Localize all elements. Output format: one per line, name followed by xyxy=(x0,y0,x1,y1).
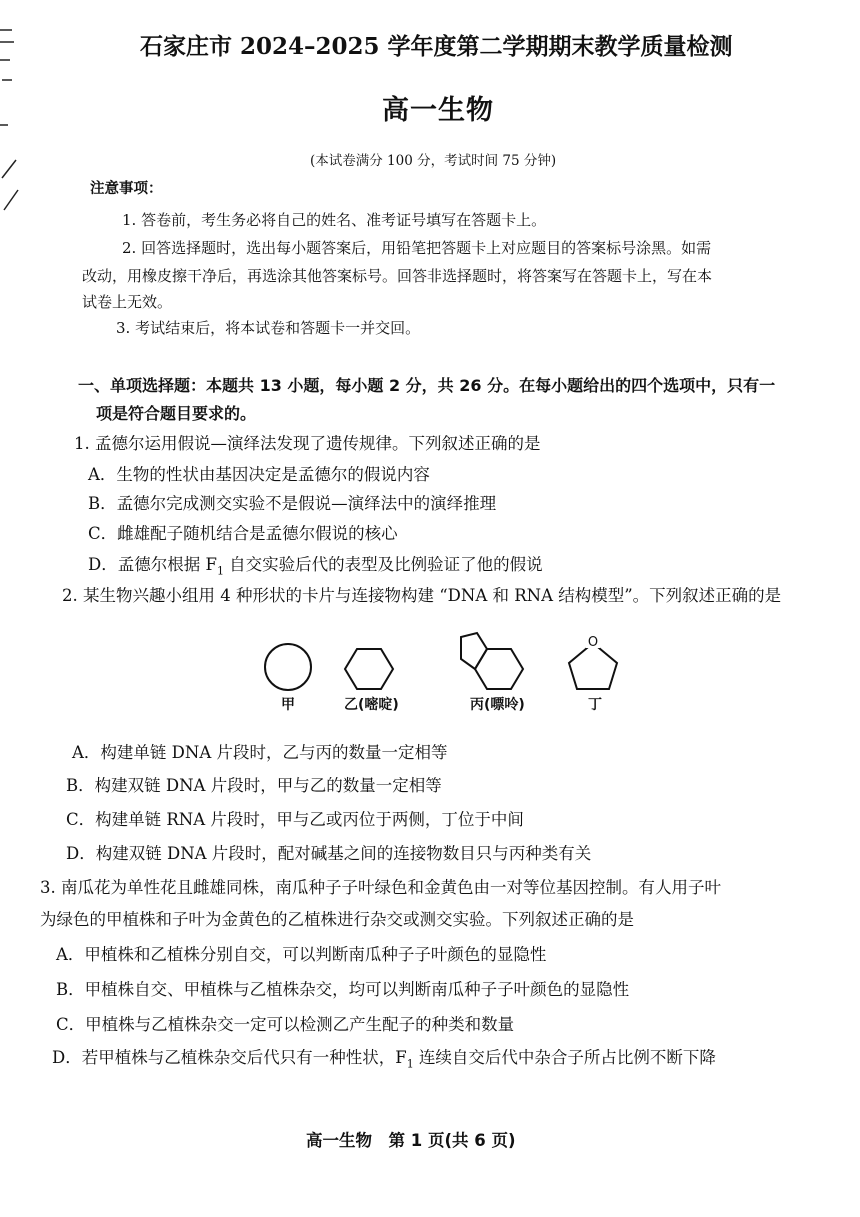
q3-option-d-pre: D．若甲植株与乙植株杂交后代只有一种性状，F xyxy=(52,1048,407,1067)
shape-fused-rings-bing xyxy=(461,633,523,689)
q3-option-d-post: 连续自交后代中杂合子所占比例不断下降 xyxy=(413,1048,716,1067)
label-ding: 丁 xyxy=(588,697,602,713)
q3-option-a: A．甲植株和乙植株分别自交，可以判断南瓜种子子叶颜色的显隐性 xyxy=(56,945,547,964)
q3-option-c: C．甲植株与乙植株杂交一定可以检测乙产生配子的种类和数量 xyxy=(56,1015,515,1034)
note-2-line3: 试卷上无效。 xyxy=(82,293,173,311)
q3-stem-line2: 为绿色的甲植株和子叶为金黄色的乙植株进行杂交或测交实验。下列叙述正确的是 xyxy=(40,910,634,929)
exam-info: (本试卷满分 100 分，考试时间 75 分钟) xyxy=(310,153,557,169)
label-jia: 甲 xyxy=(281,697,295,713)
note-3: 3. 考试结束后，将本试卷和答题卡一并交回。 xyxy=(116,319,421,337)
q3-stem-line1: 3. 南瓜花为单性花且雌雄同株，南瓜种子子叶绿色和金黄色由一对等位基因控制。有人用子叶 xyxy=(40,878,721,897)
section-1-heading-line2: 项是符合题目要求的。 xyxy=(96,404,257,423)
exam-title: 石家庄市 2024–2025 学年度第二学期期末教学质量检测 xyxy=(140,33,733,60)
q1-option-d-sub: 1 xyxy=(216,564,224,578)
note-2-line2: 改动，用橡皮擦干净后，再选涂其他答案标号。回答非选择题时，将答案写在答题卡上，写在本 xyxy=(82,267,713,285)
q2-option-c: C．构建单链 RNA 片段时，甲与乙或丙位于两侧，丁位于中间 xyxy=(66,810,524,829)
subject-title: 高一生物 xyxy=(382,95,494,126)
shape-circle-jia xyxy=(265,644,311,690)
q1-option-b: B．孟德尔完成测交实验不是假说—演绎法中的演绎推理 xyxy=(88,494,497,513)
q3-option-d xyxy=(52,1044,716,1070)
q2-option-a: A．构建单链 DNA 片段时，乙与丙的数量一定相等 xyxy=(72,743,448,762)
q2-option-d: D．构建双链 DNA 片段时，配对碱基之间的连接物数目只与丙种类有关 xyxy=(66,844,592,863)
binding-margin-marks xyxy=(0,20,24,220)
q1-stem: 1. 孟德尔运用假说—演绎法发现了遗传规律。下列叙述正确的是 xyxy=(74,434,541,453)
label-bing-purine: 丙(嘌呤) xyxy=(470,697,525,713)
q1-option-a: A．生物的性状由基因决定是孟德尔的假说内容 xyxy=(88,465,430,484)
note-1: 1. 答卷前，考生务必将自己的姓名、准考证号填写在答题卡上。 xyxy=(122,211,547,229)
section-1-heading-line1: 一、单项选择题：本题共 13 小题，每小题 2 分，共 26 分。在每小题给出的四个选项中，只有一 xyxy=(78,376,776,395)
q2-option-b: B．构建双链 DNA 片段时，甲与乙的数量一定相等 xyxy=(66,776,442,795)
q1-option-d-post: 自交实验后代的表型及比例验证了他的假说 xyxy=(223,555,543,574)
note-2-line1: 2. 回答选择题时，选出每小题答案后，用铅笔把答题卡上对应题目的答案标号涂黑。如需 xyxy=(122,239,712,257)
q1-option-c: C．雌雄配子随机结合是孟德尔假说的核心 xyxy=(88,524,398,543)
q3-option-d-sub: 1 xyxy=(406,1057,414,1071)
page-footer: 高一生物 第 1 页(共 6 页) xyxy=(306,1131,516,1150)
q2-stem: 2. 某生物兴趣小组用 4 种形状的卡片与连接物构建 “DNA 和 RNA 结构模型”。下列叙述正确的是 xyxy=(62,586,782,605)
ring-oxygen-label: O xyxy=(587,635,599,650)
label-yi-pyrimidine: 乙(嘧啶) xyxy=(344,697,399,713)
q1-option-d xyxy=(88,551,543,577)
q2-shapes-figure xyxy=(255,625,635,695)
q1-option-d-pre: D．孟德尔根据 F xyxy=(88,555,217,574)
notes-heading: 注意事项： xyxy=(90,181,163,197)
shape-hexagon-yi xyxy=(345,649,393,689)
q3-option-b: B．甲植株自交、甲植株与乙植株杂交，均可以判断南瓜种子子叶颜色的显隐性 xyxy=(56,980,630,999)
